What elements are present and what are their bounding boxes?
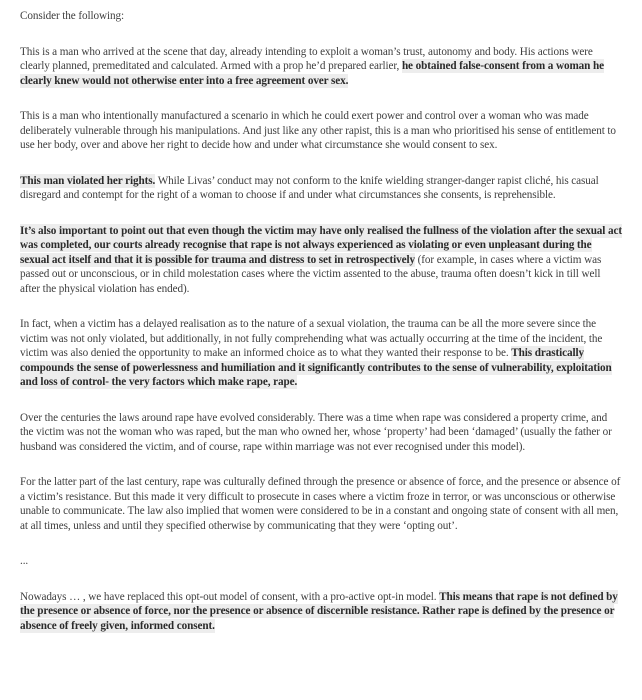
- ellipsis-separator: [20, 554, 622, 569]
- text-run: For the latter part of the last century, rape was culturally defined through the presence or absence of force, and the presence or absence of a victim’s resistance. But this made it very difficult to prosecute in cases where a victim froze in terror, or was unconscious or otherwise unable to communicate. The law also implied that women were considered to be in a constant and ongoing state of consent with all men, at all times, unless and until they specified otherwise by communicating that they were ‘opting out’.: [20, 476, 621, 532]
- text-run: This is a man who intentionally manufactured a scenario in which he could exert power and control over a woman who was made deliberately vulnerable through his manipulations. And just like any other rapist, this is a man who prioritised his sense of entitlement to use her body, over and above her right to decide how and under what circumstance she would consent to sex.: [20, 110, 616, 151]
- paragraph-premeditation: [20, 45, 622, 89]
- paragraph-retrospective-trauma: [20, 224, 622, 297]
- text-run: Nowadays … , we have replaced this opt-out model of consent, with a pro-active opt-in model.: [20, 590, 440, 603]
- text-run: ...: [20, 555, 29, 567]
- paragraph-violated-rights: [20, 174, 622, 203]
- intro-line: [20, 9, 622, 24]
- text-run: In fact, when a victim has a delayed realisation as to the nature of a sexual violation, the trauma can be all the more severe since the victim was not only violated, but additionally, in not fully comprehending what was actually occurring at the time of the incident, the victim was also denied the opportunity to make an informed choice as to what they wanted their response to be.: [20, 318, 603, 359]
- highlighted-bold-text-run: This means that rape is not defined by the presence or absence of force, nor the presence or absence of discernible resistance. Rather rape is defined by the presence or absence of freely given, informed consent.: [20, 590, 618, 632]
- highlighted-bold-text-run: It’s also important to point out that even though the victim may have only realised the fullness of the violation after the sexual act was completed, our courts already recognise that rape is not always experienced as violating or even unpleasant during the sexual act itself and that it is possible for trauma and distress to set in retrospectively: [20, 224, 622, 266]
- highlighted-bold-text-run: he obtained false-consent from a woman he clearly knew would not otherwise enter into a free agreement over sex.: [20, 60, 604, 87]
- highlighted-bold-text-run: This man violated her rights.: [20, 174, 156, 187]
- text-run: While Livas’ conduct may not conform to the knife wielding stranger-danger rapist cliché, his casual disregard and contempt for the right of a woman to choose if and under what circumstances she consents, is reprehensible.: [20, 174, 599, 201]
- paragraph-delayed-realisation: [20, 317, 622, 390]
- highlighted-bold-text-run: This drastically compounds the sense of powerlessness and humiliation and it significantly contributes to the sense of vulnerability, exploitation and loss of control- the very factors which make rape, rape.: [20, 347, 612, 388]
- paragraph-property-crime-history: [20, 411, 622, 455]
- paragraph-opt-in-model: [20, 590, 622, 634]
- text-run: (for example, in cases where a victim was passed out or unconscious, or in child molestation cases where the victim assented to the abuse, trauma often doesn’t kick in till well after the physical violation has ended).: [20, 253, 602, 295]
- document-body: [20, 9, 622, 633]
- text-run: Over the centuries the laws around rape have evolved considerably. There was a time when rape was considered a property crime, and the victim was not the woman who was raped, but the man who owned her, whose ‘property’ had been ‘damaged’ (usually the father or husband was considered the victim, and of course, rape within marriage was not ever recognised under this model).: [20, 411, 612, 453]
- text-run: This is a man who arrived at the scene that day, already intending to exploit a woman’s trust, autonomy and body. His actions were clearly planned, premeditated and calculated. Armed with a prop he’d prepared earlier,: [20, 45, 593, 72]
- text-run: Consider the following:: [20, 10, 124, 22]
- paragraph-force-resistance-model: [20, 475, 622, 533]
- paragraph-manufactured-scenario: [20, 109, 622, 153]
